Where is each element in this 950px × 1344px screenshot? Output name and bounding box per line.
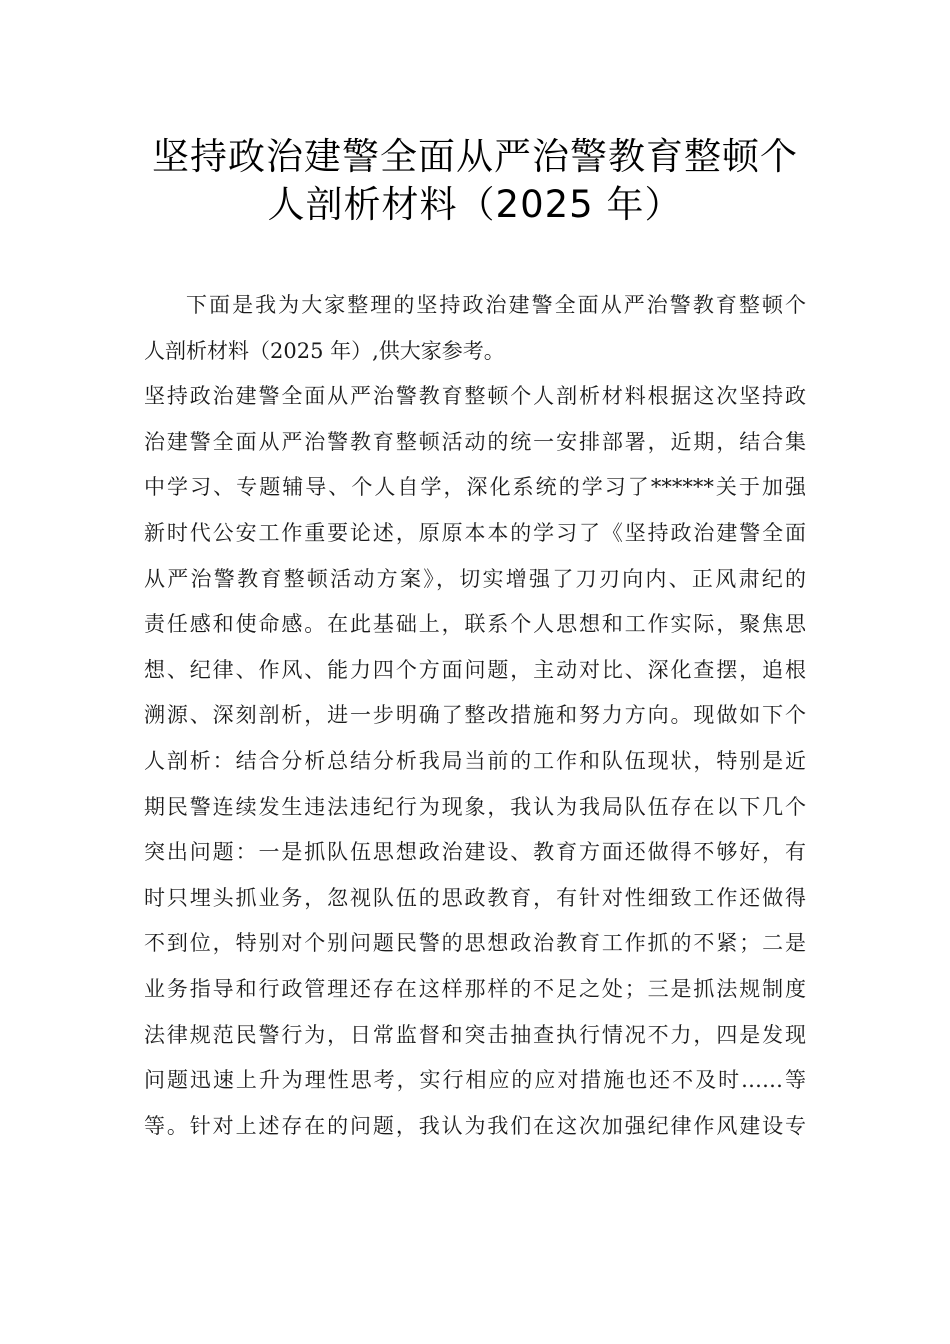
body-line: 新时代公安工作重要论述，原原本本的学习了《坚持政治建警全面	[144, 520, 806, 545]
intro-line-2: 人剖析材料（2025 年）,供大家参考。	[144, 338, 505, 363]
document-body	[144, 283, 806, 1149]
body-line: 人剖析：结合分析总结分析我局当前的工作和队伍现状，特别是近	[144, 748, 806, 773]
body-line: 坚持政治建警全面从严治警教育整顿个人剖析材料根据这次坚持政	[144, 384, 806, 409]
document-title	[100, 133, 850, 229]
body-line: 想、纪律、作风、能力四个方面问题，主动对比、深化查摆，追根	[144, 657, 806, 682]
intro-line-1: 下面是我为大家整理的坚持政治建警全面从严治警教育整顿个	[186, 293, 806, 317]
body-line: 时只埋头抓业务，忽视队伍的思政教育，有针对性细致工作还做得	[144, 885, 806, 910]
body-line: 治建警全面从严治警教育整顿活动的统一安排部署，近期，结合集	[144, 429, 806, 454]
body-line: 问题迅速上升为理性思考，实行相应的应对措施也还不及时……等	[144, 1068, 806, 1093]
body-line: 突出问题：一是抓队伍思想政治建设、教育方面还做得不够好，有	[144, 840, 806, 865]
title-line-2: 人剖析材料（2025 年）	[267, 183, 683, 226]
body-line: 不到位，特别对个别问题民警的思想政治教育工作抓的不紧；二是	[144, 931, 806, 956]
body-line: 从严治警教育整顿活动方案》，切实增强了刀刃向内、正风肃纪的	[144, 566, 806, 591]
body-line: 溯源、深刻剖析，进一步明确了整改措施和努力方向。现做如下个	[144, 703, 806, 728]
body-line: 等。针对上述存在的问题，我认为我们在这次加强纪律作风建设专	[144, 1113, 806, 1138]
body-line: 期民警连续发生违法违纪行为现象，我认为我局队伍存在以下几个	[144, 794, 806, 819]
body-line: 责任感和使命感。在此基础上，联系个人思想和工作实际，聚焦思	[144, 612, 806, 637]
title-line-1: 坚持政治建警全面从严治警教育整顿个	[152, 135, 798, 178]
body-line: 业务指导和行政管理还存在这样那样的不足之处；三是抓法规制度	[144, 976, 806, 1001]
body-line: 中学习、专题辅导、个人自学，深化系统的学习了******关于加强	[144, 475, 806, 500]
body-line: 法律规范民警行为，日常监督和突击抽查执行情况不力，四是发现	[144, 1022, 806, 1047]
